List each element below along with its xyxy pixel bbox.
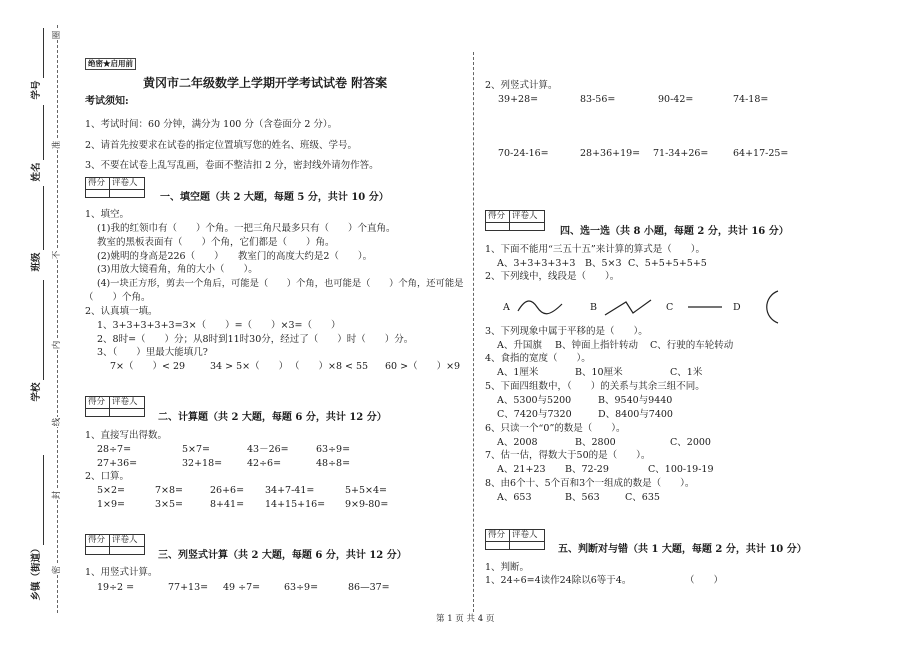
calc-item: 77+13= [168,582,209,593]
calc-item: 26+6= [210,485,245,496]
notice-item: 2、请首先按要求在试卷的指定位置填写您的姓名、班级、学号。 [85,140,358,151]
choice-option: B、5×3 [585,258,622,269]
question-line: （ ）个角。 [84,292,151,303]
calc-item: 34+7-41= [265,485,315,496]
seal-char: 密 [52,565,62,575]
calc-item: 43－26= [247,444,289,455]
wavy-line [518,301,562,314]
answer-blank: （ ） [685,575,724,586]
calc-item: 49 ÷7= [223,582,261,593]
score-cell [86,547,110,555]
grader-label: 评卷人 [510,211,545,223]
choice-option: C、5+5+5+5+5 [628,258,707,269]
calc-item: 27+36= [97,458,138,469]
choice-option: B、563 [565,492,600,503]
section-heading-vertical-calc: 三、列竖式计算（共 2 大题，每题 6 分，共计 12 分） [158,550,407,561]
grader-cell [510,542,545,550]
calc-item: 32+18= [182,458,223,469]
score-label: 得分 [86,397,110,409]
inequality-item: 60 >（ ）×9 [385,361,461,372]
calc-item: 74-18= [733,94,769,105]
calc-item: 19÷2 = [97,582,135,593]
calc-item: 5×7= [182,444,211,455]
calc-item: 1×9= [97,499,126,510]
score-box [85,177,145,198]
question-line: (1)我的红领巾有（ ）个角。一把三角尺最多只有（ ）个直角。 [97,223,396,234]
figure-label: D [733,302,741,313]
calc-item: 5+5×4= [345,485,388,496]
grader-cell [110,409,145,417]
question-line: 教室的黑板表面有（ ）个角，它们都是（ ）角。 [97,237,335,248]
question-line: 3、（ ）里最大能填几? [97,347,208,358]
grader-cell [510,223,545,231]
calc-item: 7×8= [155,485,184,496]
town-write-line [43,455,44,545]
score-box [485,529,545,550]
choice-option: B、2800 [575,437,616,448]
score-cell [86,190,110,198]
question-title: 1、填空。 [85,209,130,220]
figure-label: A [503,302,510,313]
score-label: 得分 [486,530,510,542]
school-write-line [43,280,44,380]
calc-item: 70-24-16= [498,148,549,159]
section-heading-fill-blank: 一、填空题（共 2 大题，每题 5 分，共计 10 分） [160,192,389,203]
choice-option: A、升国旗 [497,340,542,351]
calc-item: 8+41= [210,499,245,510]
inequality-item: 7×（ ）< 29 [110,361,186,372]
question-line: (4)一块正方形，剪去一个角后，可能是（ ）个角，也可能是（ ）个角，还可能是 [97,278,464,289]
class-label: 班级 [31,252,42,272]
choice-option: B、钟面上指针转动 [555,340,638,351]
choice-option: A、2008 [497,437,538,448]
question-title: 1、用竖式计算。 [85,567,158,578]
grader-cell [110,190,145,198]
seal-dashed-line [57,25,58,613]
class-write-line [43,186,44,250]
choice-question: 2、下列线中，线段是（ ）。 [485,271,620,282]
name-write-line [43,105,44,160]
question-line: (2)姚明的身高是226（ ） 教室门的高度大约是2（ ）。 [97,251,373,262]
choice-question: 3、下列现象中属于平移的是（ ）。 [485,326,648,337]
choice-question: 4、食指的宽度（ ）。 [485,353,591,364]
choice-option: A、1厘米 [497,367,539,378]
grader-label: 评卷人 [110,535,145,547]
line-types-figure [495,285,785,330]
score-label: 得分 [486,211,510,223]
section-heading-calculation: 二、计算题（共 2 大题，每题 6 分，共计 12 分） [158,412,387,423]
choice-option: A、653 [497,492,532,503]
student-id-label: 学号 [31,80,42,100]
calc-item: 64+17-25= [733,148,789,159]
choice-question: 8、由6个十、5个百和3个一组成的数是（ ）。 [485,478,695,489]
school-label: 学校 [31,382,42,402]
choice-option: C、行驶的车轮转动 [650,340,734,351]
choice-option: C、635 [625,492,660,503]
question-title: 2、口算。 [85,471,130,482]
name-label: 姓名 [31,162,42,182]
figure-label: C [666,302,674,313]
exam-title: 黄冈市二年级数学上学期开学考试试卷 附答案 [143,76,388,90]
seal-char: 不 [52,250,62,260]
choice-option: A、5300与5200 [497,395,572,406]
inequality-item: （ ）×8 < 55 [290,361,369,372]
calc-item: 83-56= [580,94,616,105]
calc-item: 3×5= [155,499,184,510]
score-cell [486,223,510,231]
grader-label: 评卷人 [110,178,145,190]
column-divider [473,52,474,612]
seal-char: 圈 [52,30,62,40]
question-line: (3)用放大镜看角，角的大小（ ）。 [97,264,258,275]
score-label: 得分 [86,178,110,190]
choice-option: B、9540与9440 [598,395,673,406]
choice-option: C、1米 [670,367,703,378]
section-heading-true-false: 五、判断对与错（共 1 大题，每题 2 分，共计 10 分） [558,544,807,555]
grader-label: 评卷人 [110,397,145,409]
calc-item: 90-42= [658,94,694,105]
question-title: 1、直接写出得数。 [85,430,168,441]
score-cell [86,409,110,417]
judgment-item: 1、24÷6=4读作24除以6等于4。 [485,575,632,586]
question-title: 2、认真填一填。 [85,306,158,317]
score-box [85,396,145,417]
seal-char: 内 [52,340,62,350]
notice-heading: 考试须知: [85,96,129,107]
calc-item: 9×9-80= [345,499,389,510]
question-line: 1、3+3+3+3+3=3×（ ）=（ ）×3=（ ） [97,320,341,331]
score-box [85,534,145,555]
choice-option: D、8400与7400 [598,409,673,420]
grader-label: 评卷人 [510,530,545,542]
calc-item: 63÷9= [284,582,319,593]
calc-item: 71-34+26= [653,148,709,159]
question-title: 2、列竖式计算。 [485,80,558,91]
choice-option: C、7420与7320 [497,409,572,420]
zigzag-line [605,300,651,315]
seal-char: 准 [52,140,62,150]
choice-option: B、72-29 [565,464,609,475]
choice-option: A、3+3+3+3+3 [497,258,576,269]
section-heading-multiple-choice: 四、选一选（共 8 小题，每题 2 分，共计 16 分） [560,226,789,237]
calc-item: 48÷8= [316,458,351,469]
choice-option: A、21+23 [497,464,546,475]
calc-item: 28+36+19= [580,148,641,159]
calc-item: 5×2= [97,485,126,496]
score-cell [486,542,510,550]
choice-option: C、100-19-19 [648,464,714,475]
question-title: 1、判断。 [485,562,530,573]
student-id-write-line [43,28,44,78]
calc-item: 86—37= [348,582,390,593]
calc-item: 42÷6= [247,458,282,469]
page-number: 第 1 页 共 4 页 [436,614,495,624]
choice-option: C、2000 [670,437,711,448]
calc-item: 39+28= [498,94,539,105]
seal-char: 封 [52,490,62,500]
choice-question: 7、估一估，得数大于50的是（ ）。 [485,450,651,461]
choice-question: 1、下面不能用“三五十五”来计算的算式是（ ）。 [485,244,706,255]
choice-question: 6、只读一个“0”的数是（ ）。 [485,423,626,434]
choice-option: B、10厘米 [575,367,623,378]
inequality-item: 34 > 5×（ ） [210,361,289,372]
grader-cell [110,547,145,555]
notice-item: 1、考试时间：60 分钟，满分为 100 分（含卷面分 2 分）。 [85,119,338,130]
arc-curve [767,291,778,323]
figure-label: B [590,302,597,313]
notice-item: 3、不要在试卷上乱写乱画，卷面不整洁扣 2 分，密封线外请勿作答。 [85,160,379,171]
calc-item: 28÷7= [97,444,132,455]
score-label: 得分 [86,535,110,547]
calc-item: 14+15+16= [265,499,326,510]
score-box [485,210,545,231]
calc-item: 63÷9= [316,444,351,455]
question-line: 2、8时=（ ）分；从8时到11时30分，经过了（ ）时（ ）分。 [97,334,414,345]
confidential-label: 绝密★启用前 [85,58,136,70]
seal-char: 线 [52,417,62,427]
choice-question: 5、下面四组数中，（ ）的关系与其余三组不同。 [485,381,705,392]
town-label: 乡镇（街道） [31,543,42,601]
